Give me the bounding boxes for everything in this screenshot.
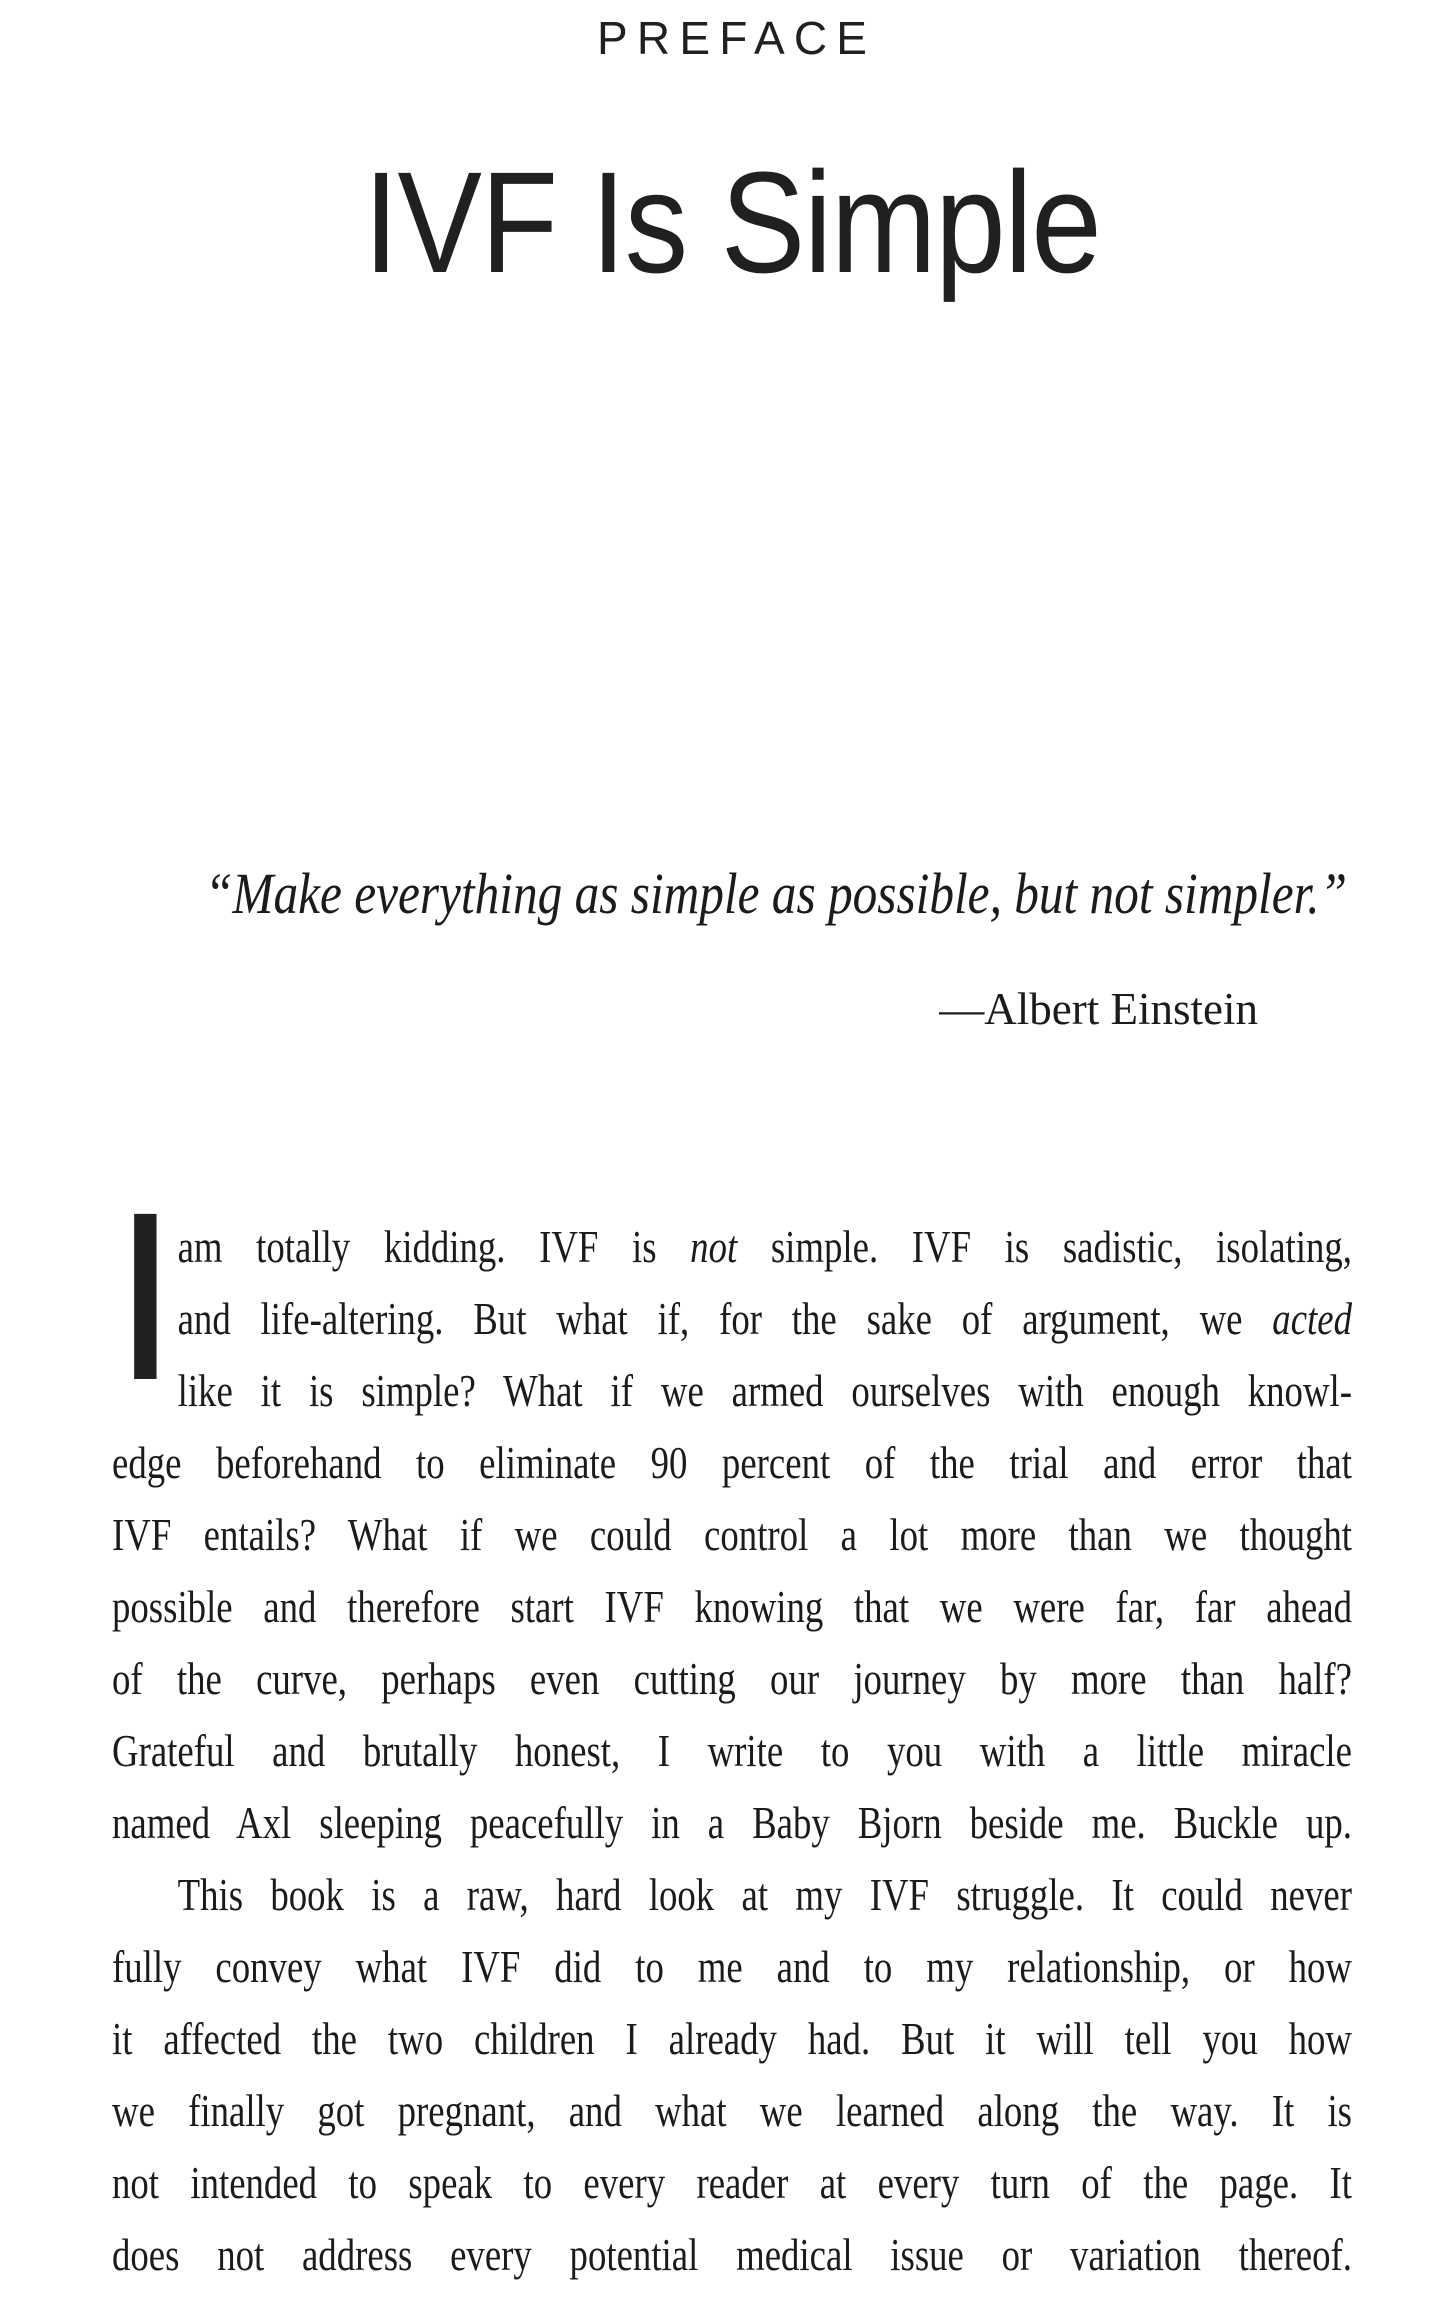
body-line-segment: does not address every potential medical issue or variation thereof.	[112, 2229, 1352, 2280]
body-line	[112, 1427, 1352, 1499]
epigraph-attribution: —Albert Einstein	[939, 984, 1258, 1034]
body-line-segment: named Axl sleeping peacefully in a Baby Bjorn beside me. Buckle up.	[112, 1797, 1352, 1848]
body-line-segment: not intended to speak to every reader at every turn of the page. It	[112, 2157, 1352, 2208]
body-line-segment: This book is a raw, hard look at my IVF struggle. It could never	[177, 1869, 1352, 1920]
body-line	[112, 1283, 1352, 1355]
body-line	[112, 1211, 1352, 1283]
body-line-segment-italic: acted	[1272, 1293, 1352, 1344]
body-line-segment: we finally got pregnant, and what we learned along the way. It is	[112, 2085, 1352, 2136]
body-line-segment: possible and therefore start IVF knowing that we were far, far ahead	[112, 1581, 1352, 1632]
body-line-segment: fully convey what IVF did to me and to my relationship, or how	[112, 1941, 1352, 1992]
body-line	[112, 2075, 1352, 2147]
body-line	[112, 1571, 1352, 1643]
epigraph-quote: “Make everything as simple as possible, but not simpler.”	[205, 861, 1348, 926]
body-line-segment: am totally kidding. IVF is	[177, 1221, 691, 1272]
body-line	[112, 1499, 1352, 1571]
body-text	[112, 1211, 1352, 2291]
body-line	[112, 1715, 1352, 1787]
body-line	[112, 1643, 1352, 1715]
body-line-segment: edge beforehand to eliminate 90 percent of the trial and error that	[112, 1437, 1352, 1488]
body-line-segment: simple. IVF is sadistic, isolating,	[737, 1221, 1352, 1272]
body-line	[112, 1787, 1352, 1859]
body-line	[112, 2219, 1352, 2291]
body-line	[112, 1859, 1352, 1931]
chapter-title: IVF Is Simple	[363, 142, 1101, 303]
body-line-segment: and life-altering. But what if, for the sake of argument, we	[177, 1293, 1273, 1344]
body-line	[112, 1931, 1352, 2003]
body-line	[112, 2003, 1352, 2075]
preface-kicker: PREFACE	[597, 12, 877, 64]
body-line-segment: of the curve, perhaps even cutting our journey by more than half?	[112, 1653, 1352, 1704]
body-line-segment-italic: not	[690, 1221, 738, 1272]
body-line	[112, 1355, 1352, 1427]
body-line-segment: Grateful and brutally honest, I write to you with a little miracle	[112, 1725, 1352, 1776]
body-line	[112, 2147, 1352, 2219]
body-line-segment: IVF entails? What if we could control a lot more than we thought	[112, 1509, 1352, 1560]
drop-cap: I	[112, 1162, 179, 1430]
body-line-segment: like it is simple? What if we armed ourselves with enough knowl-	[177, 1365, 1352, 1416]
body-line-segment: it affected the two children I already had. But it will tell you how	[112, 2013, 1352, 2064]
